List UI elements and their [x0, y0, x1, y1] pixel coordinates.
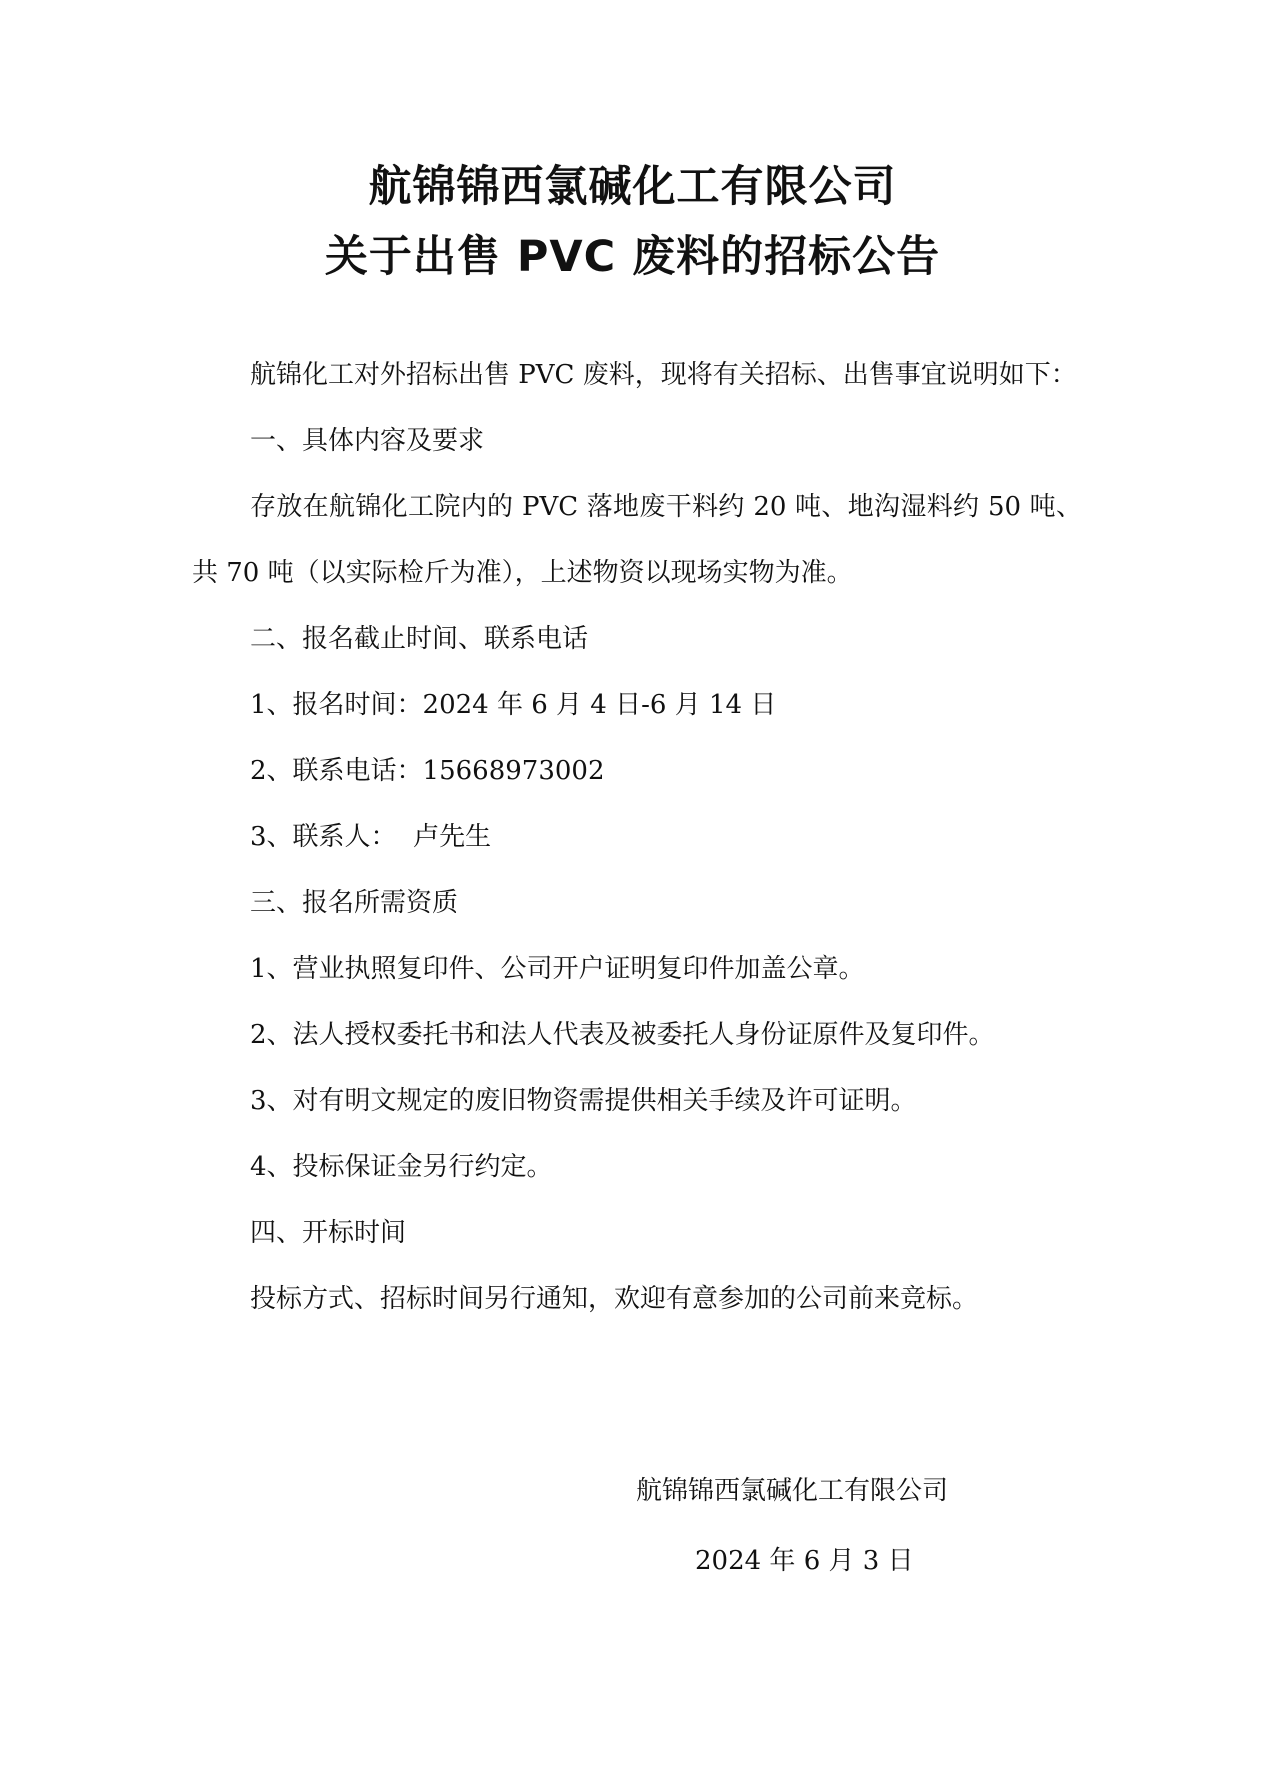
section1-text: 存放在航锦化工院内的 PVC 落地废干料约 20 吨、地沟湿料约 50 吨、共 70 吨（以实际检斤为准），上述物资以现场实物为准。: [192, 492, 1082, 588]
section1-heading: 一、具体内容及要求: [250, 426, 485, 456]
section2-heading: 二、报名截止时间、联系电话: [250, 624, 589, 654]
section2-item-contact: 3、联系人： 卢先生: [250, 822, 492, 852]
document-title-line2: 关于出售 PVC 废料的招标公告: [324, 232, 941, 282]
section4-text: 投标方式、招标时间另行通知，欢迎有意参加的公司前来竞标。: [250, 1284, 979, 1314]
section3-item-deposit: 4、投标保证金另行约定。: [250, 1152, 553, 1182]
section2-item-phone: 2、联系电话：15668973002: [250, 756, 605, 786]
section3-item-authorization: 2、法人授权委托书和法人代表及被委托人身份证原件及复印件。: [250, 1020, 995, 1050]
intro-paragraph: 航锦化工对外招标出售 PVC 废料，现将有关招标、出售事宜说明如下：: [250, 360, 1077, 390]
signature-company: 航锦锦西氯碱化工有限公司: [636, 1476, 949, 1506]
section4-heading: 四、开标时间: [250, 1218, 407, 1248]
section2-item-registration-time: 1、报名时间：2024 年 6 月 4 日-6 月 14 日: [250, 690, 777, 720]
section3-heading: 三、报名所需资质: [250, 888, 459, 918]
section3-item-permits: 3、对有明文规定的废旧物资需提供相关手续及许可证明。: [250, 1086, 917, 1116]
section3-item-license: 1、营业执照复印件、公司开户证明复印件加盖公章。: [250, 954, 865, 984]
document-body: [192, 342, 1082, 1332]
document-title-line1: 航锦锦西氯碱化工有限公司: [368, 162, 897, 212]
signature-date: 2024 年 6 月 3 日: [695, 1546, 914, 1576]
